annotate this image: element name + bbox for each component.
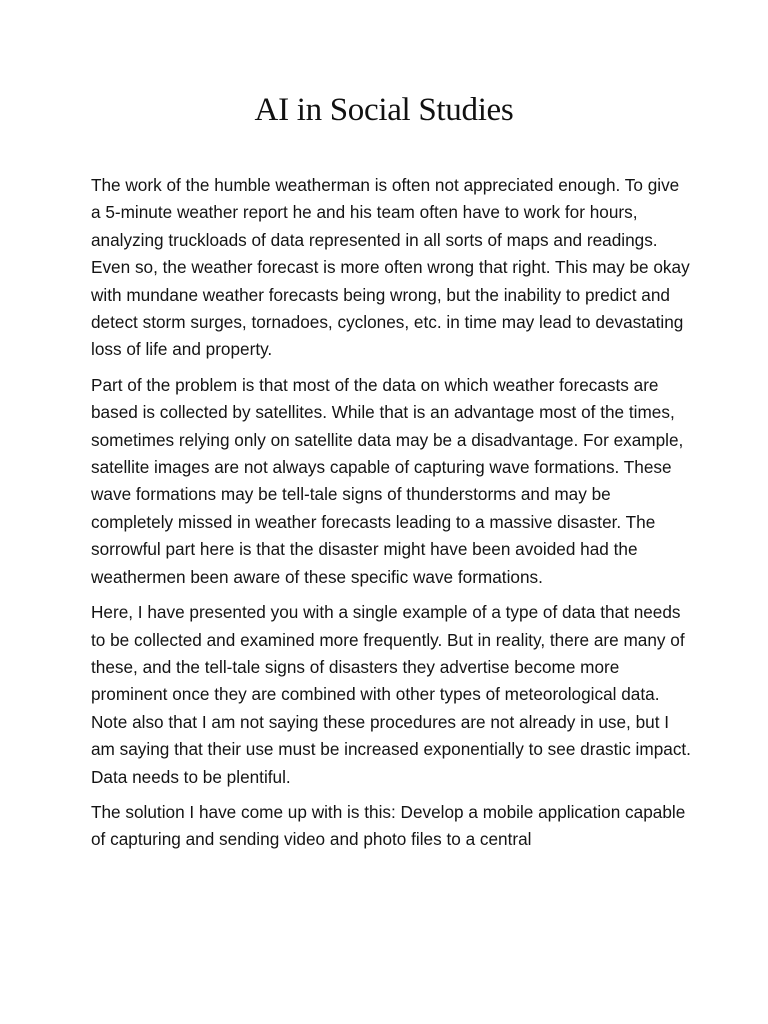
document-title: AI in Social Studies	[254, 92, 514, 128]
paragraph-2: Part of the problem is that most of the data on which weather forecasts are based is collected by satellites. While that is an advantage most of the times, sometimes relying only on satellite data may be a disadvantage. For example, satellite images are not always capable of capturing wave formations. These wave formations may be tell-tale signs of thunderstorms and may be completely missed in weather forecasts leading to a massive disaster. The sorrowful part here is that the disaster might have been avoided had the weathermen been aware of these specific wave formations.	[91, 374, 684, 587]
paragraph-1: The work of the humble weatherman is often not appreciated enough. To give a 5-minute weather report he and his team often have to work for hours, analyzing truckloads of data represented in all sorts of maps and readings. Even so, the weather forecast is more often wrong that right. This may be okay with mundane weather forecasts being wrong, but the inability to predict and detect storm surges, tornadoes, cyclones, etc. in time may lead to devastating loss of life and property.	[91, 175, 690, 360]
paragraph-3: Here, I have presented you with a single example of a type of data that needs to be collected and examined more frequently. But in reality, there are many of these, and the tell-tale signs of disasters they advertise become more prominent once they are combined with other types of meteorological data. Note also that I am not saying these procedures are not already in use, but I am saying that their use must be increased exponentially to see drastic impact. Data needs to be plentiful.	[91, 602, 691, 787]
document-body	[91, 172, 693, 862]
paragraph-4: The solution I have come up with is this: Develop a mobile application capable of capturing and sending video and photo files to a central	[91, 801, 686, 850]
